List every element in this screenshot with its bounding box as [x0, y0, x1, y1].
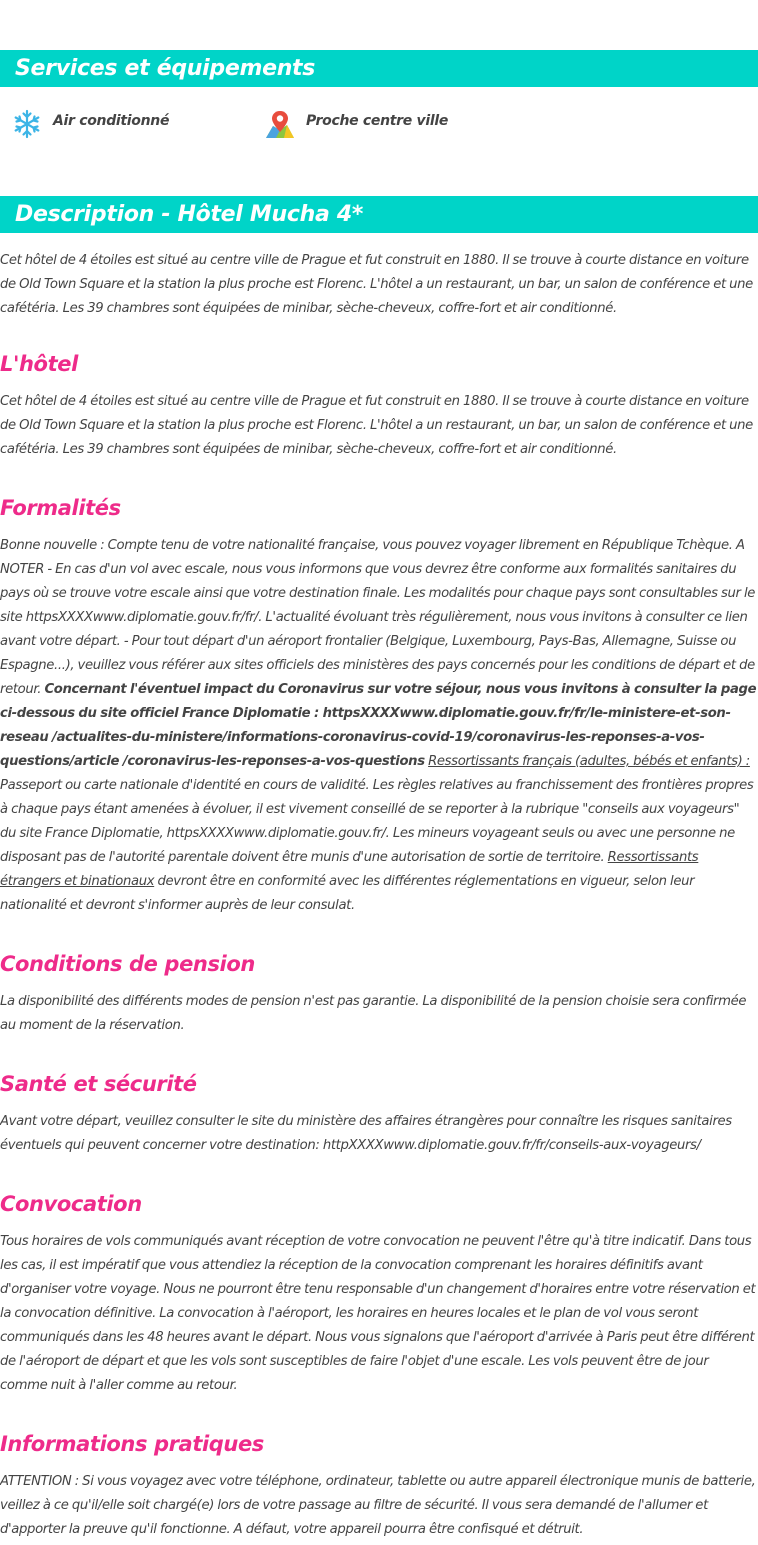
- foreign-citizens-label: Ressortissants étrangers et binationaux: [0, 850, 699, 889]
- hotel-section: [0, 350, 758, 462]
- amenity-air-conditioning: [10, 106, 169, 142]
- section-text: La disponibilité des différents modes de pension n'est pas garantie. La disponibilité de la pension choisie sera confirmée au moment de la réservation.: [0, 994, 747, 1033]
- section-text: Avant votre départ, veuillez consulter le site du ministère des affaires étrangères pour connaître les risques sanitaires éventuels qui peuvent concerner votre destination: httpXXXXwww.diplomatie.gouv.fr/fr/conseils-aux-voyageurs/: [0, 1114, 732, 1153]
- sante-section: [0, 1070, 758, 1158]
- section-text: Tous horaires de vols communiqués avant réception de votre convocation ne peuvent l'être qu'à titre indicatif. Dans tous les cas, il est impératif que vous attendiez la réception de la convocation comprenant les horaires définitifs avant d'organiser votre voyage. Nous ne pourront être tenu responsable d'un changement d'horaires entre votre réservation et la convocation définitive. La convocation à l'aéroport, les horaires en heures locales et le plan de vol vous seront communiqués dans les 48 heures avant le départ. Nous vous signalons que l'aéroport d'arrivée à Paris peut être différent de l'aéroport de départ et que les vols sont susceptibles de faire l'objet d'une escale. Les vols peuvent être de jour comme nuit à l'aller comme au retour.: [0, 1234, 756, 1393]
- section-title: Santé et sécurité: [0, 1072, 197, 1096]
- amenities-list: [10, 106, 750, 142]
- amenity-label: Air conditionné: [53, 113, 170, 129]
- section-title: Informations pratiques: [0, 1432, 264, 1456]
- description-section: [0, 249, 758, 321]
- section-text: ATTENTION : Si vous voyagez avec votre téléphone, ordinateur, tablette ou autre appareil électronique munis de batterie, veillez à ce qu'il/elle soit chargé(e) lors de votre passage au filtre de sécurité. Il vous sera demandé de l'allumer et d'apporter la preuve qu'il fonctionne. A défaut, votre appareil pourra être confisqué et détruit.: [0, 1474, 756, 1537]
- amenity-city-center: [263, 106, 448, 142]
- french-citizens-label: Ressortissants français (adultes, bébés et enfants) :: [428, 754, 750, 769]
- pension-section: [0, 950, 758, 1038]
- description-heading: Description - Hôtel Mucha 4*: [0, 196, 758, 233]
- section-title: Conditions de pension: [0, 952, 255, 976]
- section-title: L'hôtel: [0, 352, 78, 376]
- infos-section: [0, 1430, 758, 1542]
- convocation-section: [0, 1190, 758, 1398]
- description-text: Cet hôtel de 4 étoiles est situé au centre ville de Prague et fut construit en 1880. Il se trouve à courte distance en voiture de Old Town Square et la station la plus proche est Florenc. L'hôtel a un restaurant, un bar, un salon de conférence et une cafétéria. Les 39 chambres sont équipées de minibar, sèche-cheveux, coffre-fort et air conditionné.: [0, 253, 753, 316]
- amenity-label: Proche centre ville: [306, 113, 449, 129]
- formalites-section: [0, 494, 758, 918]
- map-pin-icon: [263, 107, 297, 141]
- coronavirus-notice: Concernant l'éventuel impact du Coronavirus sur votre séjour, nous vous invitons à consulter la page ci-dessous du site officiel France Diplomatie : httpsXXXXwww.diplomatie.gouv.fr/fr/le-ministere-et-son-reseau /actualites-du-ministere/informations-coronavirus-covid-19/coronavirus-les-reponses-a-vos-questions/article /coronavirus-les-reponses-a-vos-questions: [0, 682, 757, 769]
- section-title: Formalités: [0, 496, 121, 520]
- section-text: [0, 534, 758, 918]
- formalites-text-1: Bonne nouvelle : Compte tenu de votre nationalité française, vous pouvez voyager librement en République Tchèque. A NOTER - En cas d'un vol avec escale, nous vous informons que vous devrez être conforme aux formalités sanitaires du pays où se trouve votre escale ainsi que votre destination finale. Les modalités pour chaque pays sont consultables sur le site httpsXXXXwww.diplomatie.gouv.fr/fr/. L'actualité évoluant très régulièrement, nous vous invitons à consulter ce lien avant votre départ. - Pour tout départ d'un aéroport frontalier (Belgique, Luxembourg, Pays-Bas, Allemagne, Suisse ou Espagne...), veuillez vous référer aux sites officiels des ministères des pays concernés pour les conditions de départ et de retour.: [0, 538, 756, 697]
- snowflake-icon: [10, 107, 44, 141]
- section-title: Convocation: [0, 1192, 142, 1216]
- services-heading: Services et équipements: [0, 50, 758, 87]
- formalites-text-3: devront être en conformité avec les différentes réglementations en vigueur, selon leur nationalité et devront s'informer auprès de leur consulat.: [0, 874, 695, 913]
- formalites-text-2: Passeport ou carte nationale d'identité en cours de validité. Les règles relatives au franchissement des frontières propres à chaque pays étant amenées à évoluer, il est vivement conseillé de se reporter à la rubrique "conseils aux voyageurs" du site France Diplomatie, httpsXXXXwww.diplomatie.gouv.fr/. Les mineurs voyageant seuls ou avec une personne ne disposant pas de l'autorité parentale doivent être munis d'une autorisation de sortie de territoire.: [0, 778, 754, 865]
- section-text: Cet hôtel de 4 étoiles est situé au centre ville de Prague et fut construit en 1880. Il se trouve à courte distance en voiture de Old Town Square et la station la plus proche est Florenc. L'hôtel a un restaurant, un bar, un salon de conférence et une cafétéria. Les 39 chambres sont équipées de minibar, sèche-cheveux, coffre-fort et air conditionné.: [0, 394, 753, 457]
